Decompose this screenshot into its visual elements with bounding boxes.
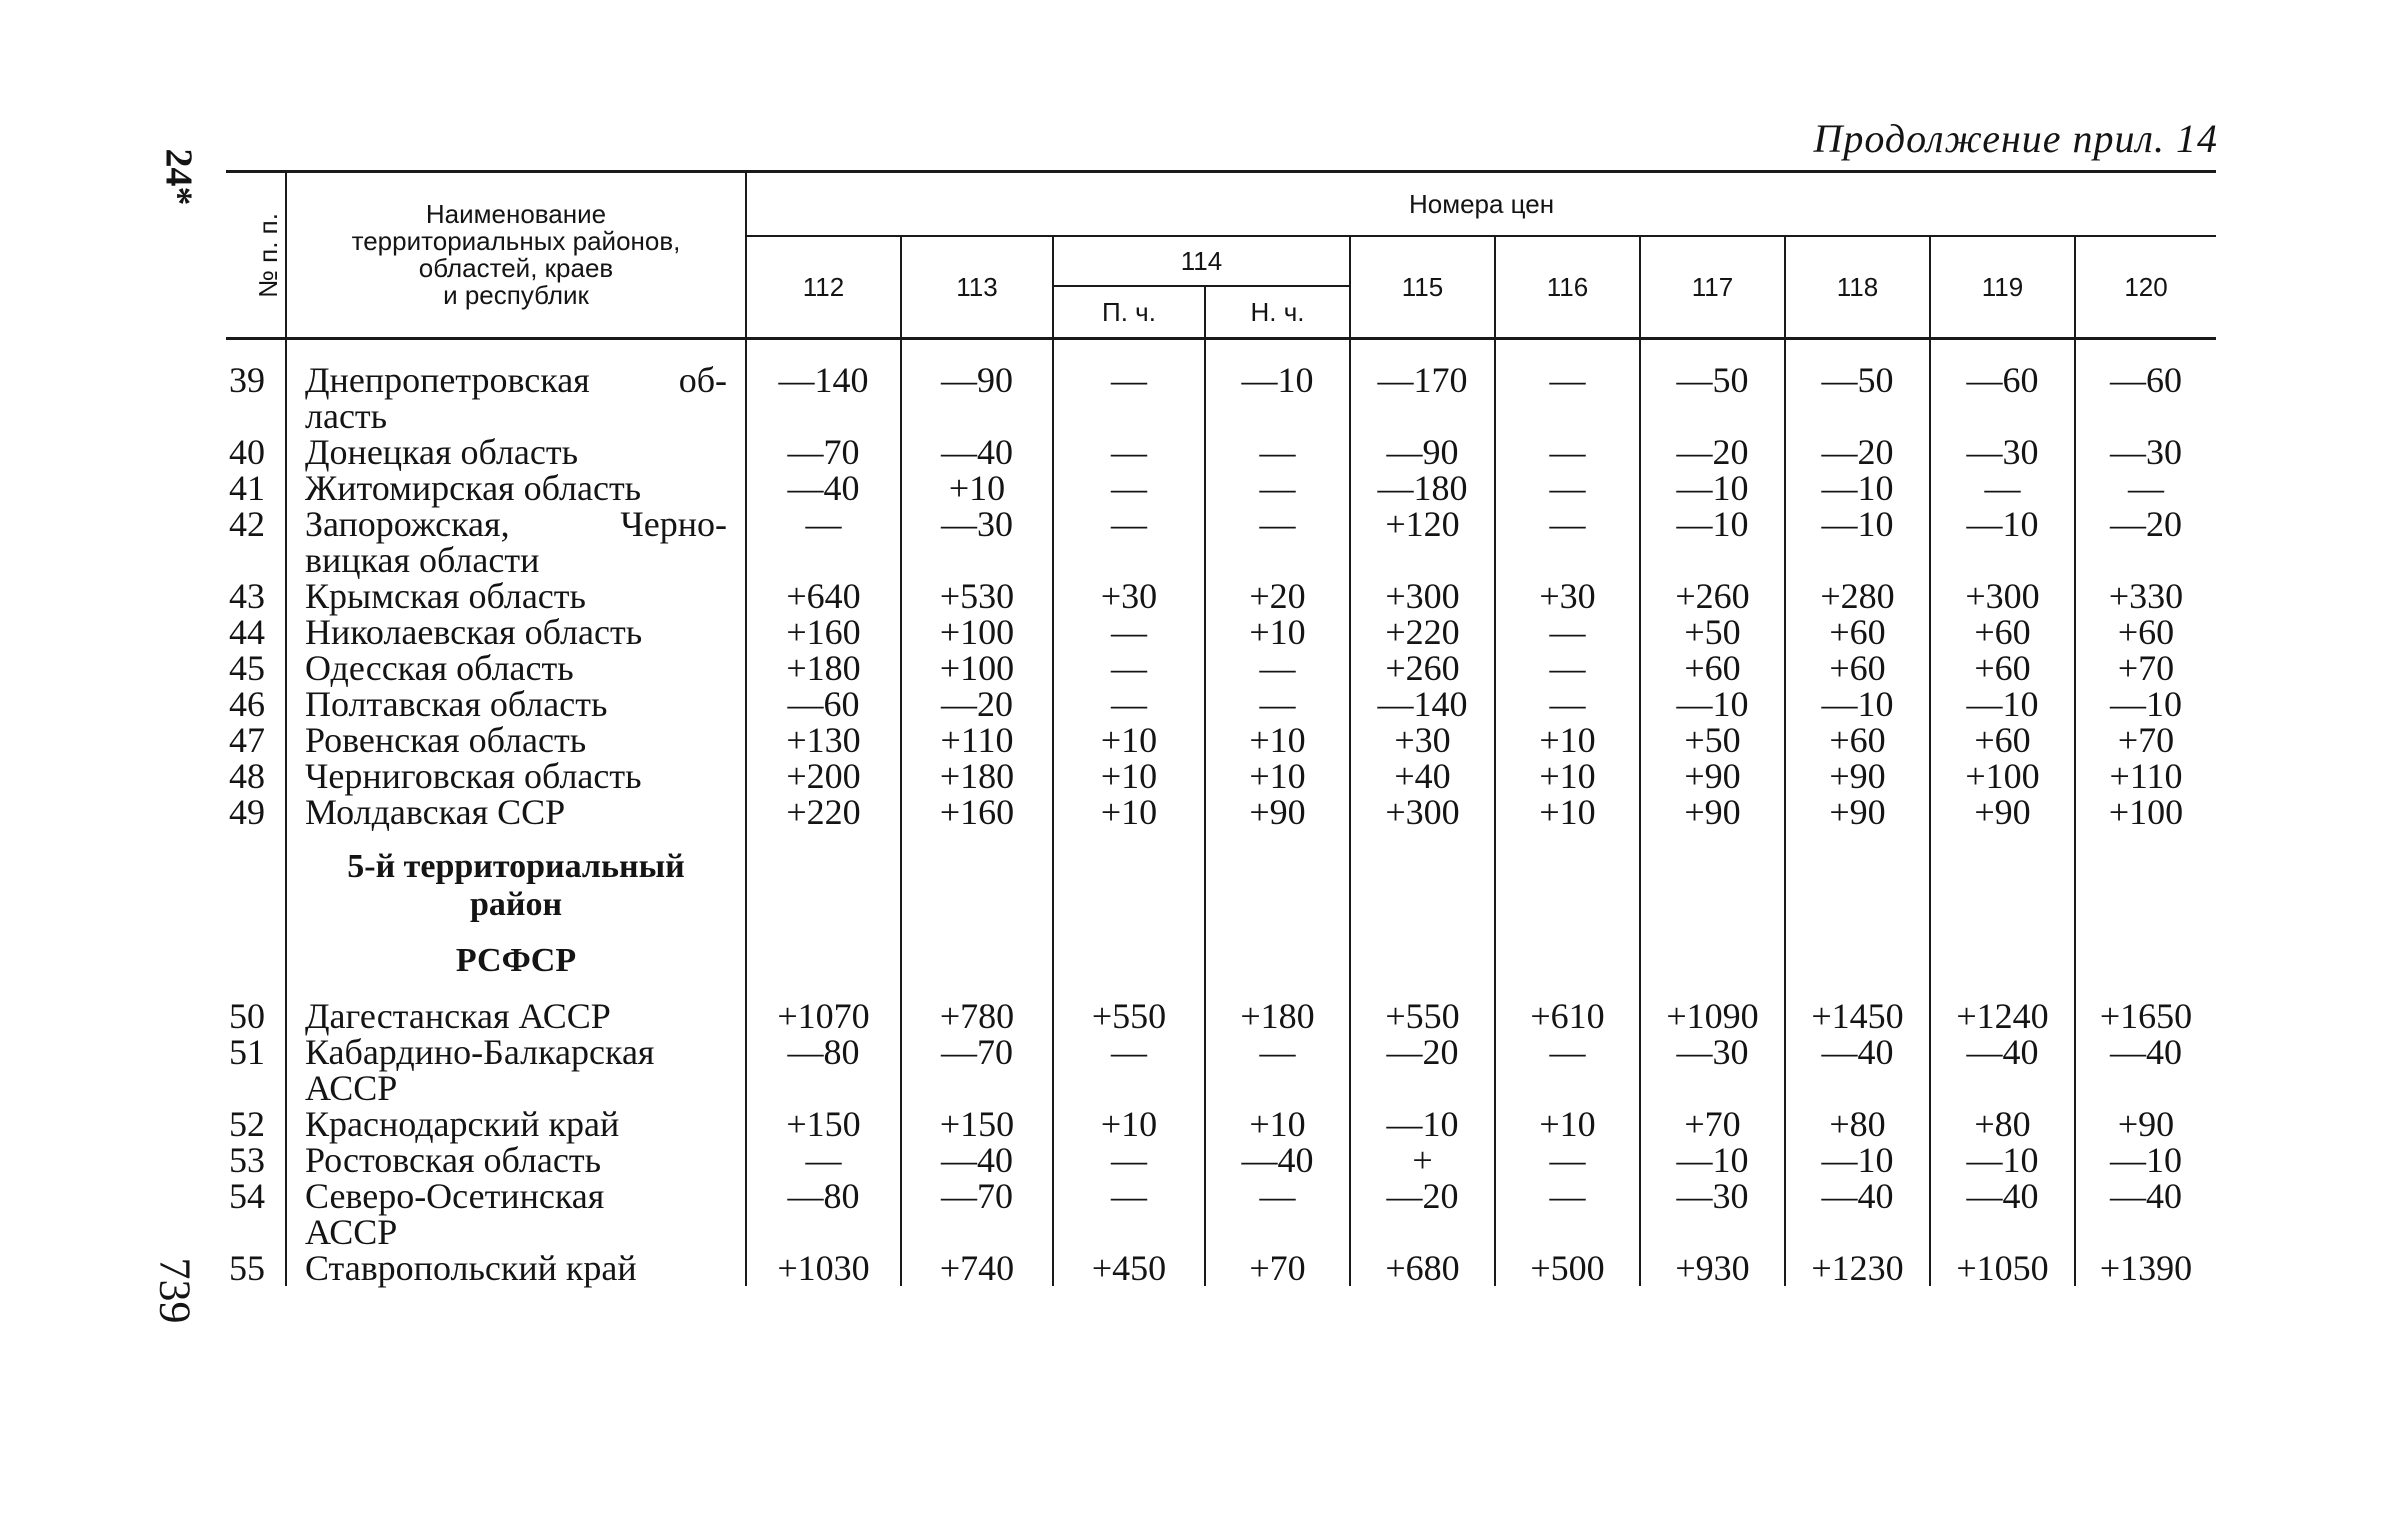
price-value: +260 [1350, 650, 1495, 686]
region-name: Запорожская, Черно- вицкая области [286, 506, 746, 578]
table-row [226, 434, 2216, 470]
price-value: +500 [1495, 1250, 1640, 1286]
price-value: —10 [1785, 686, 1930, 722]
price-value: —40 [1785, 1178, 1930, 1250]
price-value: +100 [901, 614, 1053, 650]
price-value: +740 [901, 1250, 1053, 1286]
price-value: —20 [1785, 434, 1930, 470]
region-name: Одесская область [286, 650, 746, 686]
row-number: 52 [229, 1104, 265, 1144]
price-value: +10 [1495, 1106, 1640, 1142]
price-value: —20 [901, 686, 1053, 722]
price-value: — [1495, 686, 1640, 722]
price-value: +1230 [1785, 1250, 1930, 1286]
row-number: 39 [229, 360, 265, 400]
region-name: Кабардино-Балкарская АССР [286, 1034, 746, 1106]
price-value: +160 [901, 794, 1053, 830]
table-row [226, 1034, 2216, 1106]
table-row [226, 578, 2216, 614]
price-value: +100 [901, 650, 1053, 686]
price-value: +10 [1205, 758, 1350, 794]
price-value: +100 [1930, 758, 2075, 794]
table-row [226, 470, 2216, 506]
price-value: —40 [1205, 1142, 1350, 1178]
price-value: — [1205, 1034, 1350, 1106]
price-value: —90 [901, 339, 1053, 435]
table-row [226, 650, 2216, 686]
price-value: —90 [1350, 434, 1495, 470]
price-numbers-header: Номера цен [746, 172, 2216, 237]
region-name: Краснодарский край [286, 1106, 746, 1142]
price-value: +60 [2075, 614, 2216, 650]
table-row [226, 758, 2216, 794]
price-value: —40 [901, 1142, 1053, 1178]
price-table [226, 170, 2216, 1286]
price-value: — [2075, 470, 2216, 506]
price-value: —10 [1205, 339, 1350, 435]
row-number: 42 [229, 504, 265, 544]
continuation-caption: Продолжение прил. 14 [1813, 116, 2218, 161]
col-113: 113 [901, 236, 1053, 339]
price-value: +70 [1205, 1250, 1350, 1286]
price-value: — [1053, 434, 1205, 470]
price-value: —70 [901, 1034, 1053, 1106]
price-value: +10 [1205, 1106, 1350, 1142]
price-value: +60 [1785, 614, 1930, 650]
price-value: +20 [1205, 578, 1350, 614]
price-value: —140 [746, 339, 901, 435]
name-col-header: Наименование территориальных районов, областей, краев и республик [286, 172, 746, 339]
price-value: +90 [1785, 794, 1930, 830]
price-value: —20 [1640, 434, 1785, 470]
price-value: — [1053, 1178, 1205, 1250]
price-value: —10 [1640, 1142, 1785, 1178]
price-value: —60 [2075, 339, 2216, 435]
region-name: Крымская область [286, 578, 746, 614]
region-name: Ростовская область [286, 1142, 746, 1178]
price-value: +450 [1053, 1250, 1205, 1286]
price-value: —20 [2075, 506, 2216, 578]
price-value: —10 [1930, 1142, 2075, 1178]
row-number: 48 [229, 756, 265, 796]
col-114: 114 [1053, 236, 1350, 286]
price-value: — [1205, 650, 1350, 686]
table-body [226, 339, 2216, 1287]
price-value: +300 [1930, 578, 2075, 614]
price-value: — [1053, 470, 1205, 506]
price-value: —80 [746, 1034, 901, 1106]
price-value: +10 [1053, 722, 1205, 758]
price-value: —20 [1350, 1178, 1495, 1250]
price-value: — [1205, 470, 1350, 506]
price-value: —30 [1930, 434, 2075, 470]
price-value: +50 [1640, 722, 1785, 758]
price-value: +80 [1930, 1106, 2075, 1142]
republic-title-text: РСФСР [286, 942, 746, 980]
price-value: +200 [746, 758, 901, 794]
price-value: +60 [1930, 650, 2075, 686]
region-name: Николаевская область [286, 614, 746, 650]
section-title-text: 5-й территориальный район [286, 848, 746, 924]
price-value: —10 [1930, 506, 2075, 578]
price-value: +300 [1350, 794, 1495, 830]
price-value: +280 [1785, 578, 1930, 614]
price-value: +70 [1640, 1106, 1785, 1142]
table-row [226, 794, 2216, 830]
row-number: 51 [229, 1032, 265, 1072]
price-value: +60 [1640, 650, 1785, 686]
price-value: +1070 [746, 998, 901, 1034]
price-value: —170 [1350, 339, 1495, 435]
table-row [226, 614, 2216, 650]
price-value: +550 [1350, 998, 1495, 1034]
region-name: Ровенская область [286, 722, 746, 758]
table-row [226, 686, 2216, 722]
price-value: +70 [2075, 722, 2216, 758]
price-value: —10 [1785, 506, 1930, 578]
price-value: —140 [1350, 686, 1495, 722]
page-number: 739 [150, 1257, 200, 1324]
price-value: +330 [2075, 578, 2216, 614]
price-value: —10 [1930, 686, 2075, 722]
price-value: — [1053, 1034, 1205, 1106]
price-value: +930 [1640, 1250, 1785, 1286]
row-number: 53 [229, 1140, 265, 1180]
price-value: +1030 [746, 1250, 901, 1286]
price-value: +90 [1640, 758, 1785, 794]
price-value: —40 [1930, 1034, 2075, 1106]
price-value: +10 [901, 470, 1053, 506]
price-value: +60 [1930, 722, 2075, 758]
price-value: +680 [1350, 1250, 1495, 1286]
price-value: +120 [1350, 506, 1495, 578]
page-mark-top: 24* [157, 148, 200, 206]
region-name: Донецкая область [286, 434, 746, 470]
price-value: — [1053, 686, 1205, 722]
price-value: — [1053, 614, 1205, 650]
price-value: — [1053, 339, 1205, 435]
price-value: +90 [1930, 794, 2075, 830]
price-value: —10 [1640, 506, 1785, 578]
price-value: —80 [746, 1178, 901, 1250]
price-value: +30 [1053, 578, 1205, 614]
price-value: +10 [1495, 794, 1640, 830]
republic-title [226, 942, 2216, 980]
price-value: +260 [1640, 578, 1785, 614]
price-value: +70 [2075, 650, 2216, 686]
col-114-pch: П. ч. [1053, 286, 1205, 339]
col-112: 112 [746, 236, 901, 339]
price-value: —10 [1350, 1106, 1495, 1142]
price-value: — [1053, 1142, 1205, 1178]
price-value: +90 [2075, 1106, 2216, 1142]
col-120: 120 [2075, 236, 2216, 339]
price-value: — [1495, 650, 1640, 686]
price-value: +130 [746, 722, 901, 758]
price-value: +160 [746, 614, 901, 650]
price-value: +80 [1785, 1106, 1930, 1142]
price-value: +1450 [1785, 998, 1930, 1034]
price-value: +1650 [2075, 998, 2216, 1034]
price-value: +110 [2075, 758, 2216, 794]
price-value: —50 [1640, 339, 1785, 435]
price-value: —30 [2075, 434, 2216, 470]
price-value: +100 [2075, 794, 2216, 830]
price-value: — [746, 1142, 901, 1178]
region-name: Днепропетровская об- ласть [286, 339, 746, 435]
col-118: 118 [1785, 236, 1930, 339]
price-value: +150 [901, 1106, 1053, 1142]
price-value: —10 [1785, 1142, 1930, 1178]
region-name: Молдавская ССР [286, 794, 746, 830]
table-row [226, 506, 2216, 578]
price-value: +1050 [1930, 1250, 2075, 1286]
table-row [226, 998, 2216, 1034]
price-value: — [746, 506, 901, 578]
num-col-header: № п. п. [226, 172, 286, 339]
price-value: +110 [901, 722, 1053, 758]
row-number: 40 [229, 432, 265, 472]
price-value: — [1205, 686, 1350, 722]
row-number: 54 [229, 1176, 265, 1216]
region-name: Дагестанская АССР [286, 998, 746, 1034]
price-value: +90 [1785, 758, 1930, 794]
region-name: Черниговская область [286, 758, 746, 794]
col-116: 116 [1495, 236, 1640, 339]
price-value: +10 [1495, 758, 1640, 794]
region-name: Житомирская область [286, 470, 746, 506]
price-value: —30 [901, 506, 1053, 578]
table-row [226, 1178, 2216, 1250]
price-value: +30 [1495, 578, 1640, 614]
price-value: — [1495, 614, 1640, 650]
price-value: +60 [1785, 650, 1930, 686]
price-value: — [1495, 339, 1640, 435]
table-row [226, 722, 2216, 758]
price-value: — [1053, 650, 1205, 686]
price-value: — [1205, 506, 1350, 578]
price-value: —70 [901, 1178, 1053, 1250]
price-value: +220 [1350, 614, 1495, 650]
price-value: +180 [746, 650, 901, 686]
price-value: —40 [901, 434, 1053, 470]
price-value: +90 [1205, 794, 1350, 830]
price-value: +10 [1205, 614, 1350, 650]
price-value: +300 [1350, 578, 1495, 614]
row-number: 55 [229, 1248, 265, 1288]
table-row [226, 339, 2216, 435]
price-value: +610 [1495, 998, 1640, 1034]
price-value: +640 [746, 578, 901, 614]
price-value: +1240 [1930, 998, 2075, 1034]
price-value: +10 [1053, 794, 1205, 830]
price-value: — [1205, 434, 1350, 470]
price-value: +180 [901, 758, 1053, 794]
price-value: — [1495, 1034, 1640, 1106]
row-number: 50 [229, 996, 265, 1036]
price-value: —10 [1640, 470, 1785, 506]
table-row [226, 1106, 2216, 1142]
price-value: +180 [1205, 998, 1350, 1034]
price-value: +530 [901, 578, 1053, 614]
price-value: +550 [1053, 998, 1205, 1034]
price-value: —40 [2075, 1178, 2216, 1250]
price-value: — [1495, 1178, 1640, 1250]
price-value: — [1205, 1178, 1350, 1250]
row-number: 44 [229, 612, 265, 652]
price-value: — [1495, 506, 1640, 578]
region-name: Полтавская область [286, 686, 746, 722]
row-number: 43 [229, 576, 265, 616]
price-value: —10 [1785, 470, 1930, 506]
price-value: +150 [746, 1106, 901, 1142]
price-value: — [1495, 470, 1640, 506]
price-value: +220 [746, 794, 901, 830]
price-value: +1090 [1640, 998, 1785, 1034]
price-value: —40 [2075, 1034, 2216, 1106]
table-row [226, 1142, 2216, 1178]
price-value: —180 [1350, 470, 1495, 506]
col-119: 119 [1930, 236, 2075, 339]
price-value: —40 [1930, 1178, 2075, 1250]
price-value: +40 [1350, 758, 1495, 794]
price-value: +90 [1640, 794, 1785, 830]
price-value: —10 [2075, 1142, 2216, 1178]
price-value: — [1495, 434, 1640, 470]
price-value: —60 [746, 686, 901, 722]
price-value: —60 [1930, 339, 2075, 435]
price-value: + [1350, 1142, 1495, 1178]
table-row [226, 1250, 2216, 1286]
col-117: 117 [1640, 236, 1785, 339]
price-value: —10 [1640, 686, 1785, 722]
price-value: —20 [1350, 1034, 1495, 1106]
price-value: — [1053, 506, 1205, 578]
price-value: +1390 [2075, 1250, 2216, 1286]
price-value: +10 [1053, 1106, 1205, 1142]
region-name: Северо-Осетинская АССР [286, 1178, 746, 1250]
row-number: 46 [229, 684, 265, 724]
row-number: 45 [229, 648, 265, 688]
price-value: +10 [1495, 722, 1640, 758]
price-value: —70 [746, 434, 901, 470]
price-value: — [1930, 470, 2075, 506]
price-value: +10 [1053, 758, 1205, 794]
section-title [226, 848, 2216, 924]
price-value: —50 [1785, 339, 1930, 435]
row-number: 49 [229, 792, 265, 832]
price-value: +60 [1785, 722, 1930, 758]
price-value: —30 [1640, 1178, 1785, 1250]
price-value: +780 [901, 998, 1053, 1034]
price-value: —10 [2075, 686, 2216, 722]
price-value: —30 [1640, 1034, 1785, 1106]
price-value: — [1495, 1142, 1640, 1178]
row-number: 47 [229, 720, 265, 760]
price-value: +50 [1640, 614, 1785, 650]
row-number: 41 [229, 468, 265, 508]
price-value: —40 [1785, 1034, 1930, 1106]
region-name: Ставропольский край [286, 1250, 746, 1286]
col-114-nch: Н. ч. [1205, 286, 1350, 339]
price-value: +30 [1350, 722, 1495, 758]
price-value: +60 [1930, 614, 2075, 650]
price-value: +10 [1205, 722, 1350, 758]
col-115: 115 [1350, 236, 1495, 339]
price-value: —40 [746, 470, 901, 506]
